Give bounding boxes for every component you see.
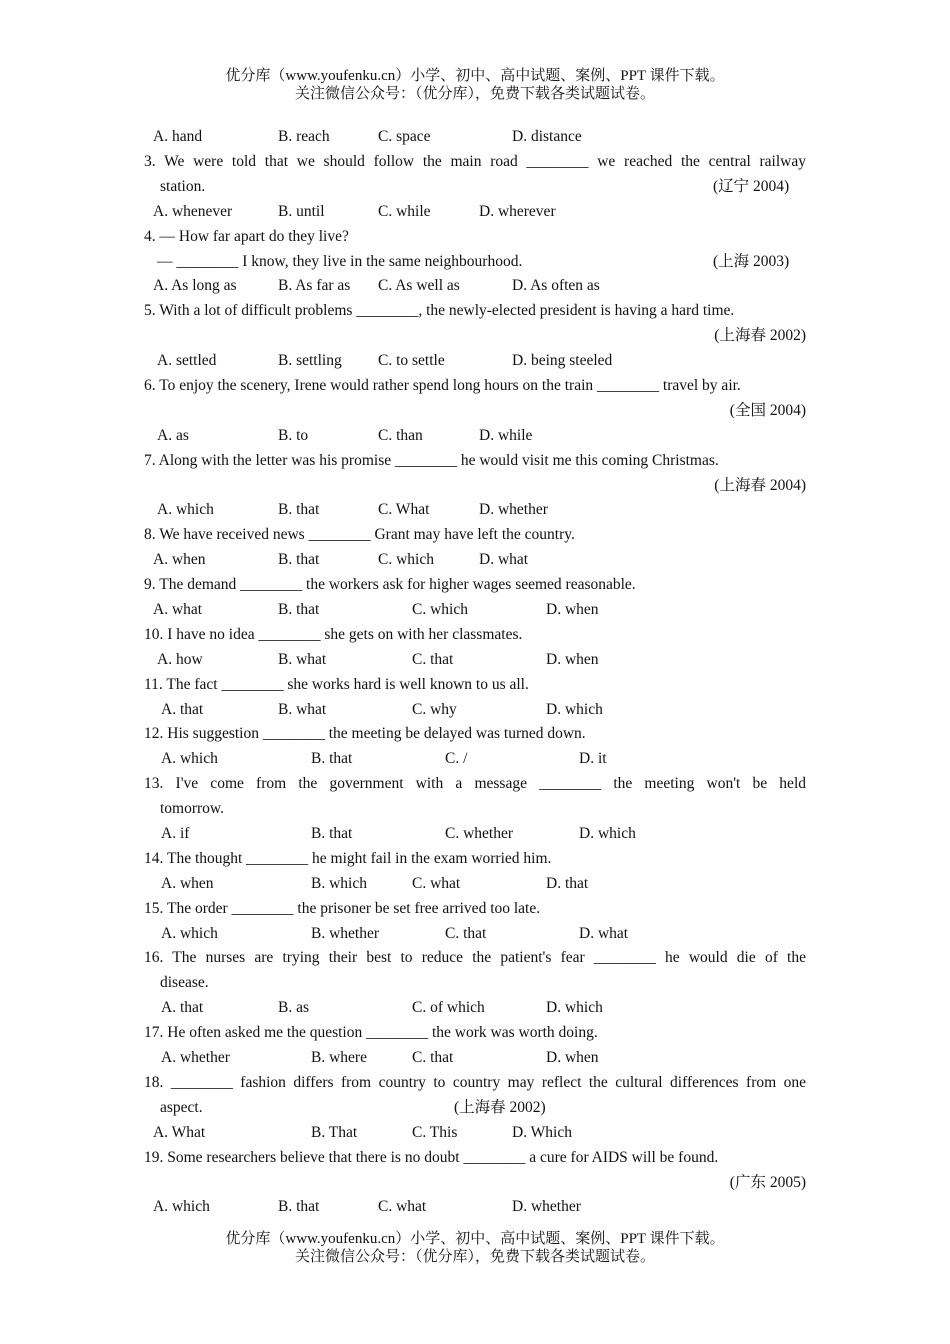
option-b: B. settling <box>278 352 342 369</box>
question-4-source: (上海 2003) <box>713 253 790 270</box>
question-7-source: (上海春 2004) <box>714 477 806 494</box>
question-12-text: 12. His suggestion ________ the meeting be delayed was turned down. <box>144 725 586 742</box>
option-d: D. being steeled <box>512 352 613 369</box>
option-a: A. As long as <box>153 277 237 294</box>
option-d: D. whether <box>512 1198 581 1215</box>
page-footer-line-2: 关注微信公众号：（优分库），免费下载各类试题试卷。 <box>294 1249 655 1265</box>
option-b: B. as <box>278 999 309 1016</box>
question-19-text: 19. Some researchers believe that there is no doubt ________ a cure for AIDS will be found. <box>144 1149 719 1166</box>
option-c: C. that <box>412 651 454 668</box>
question-14-text: 14. The thought ________ he might fail in the exam worried him. <box>144 850 552 867</box>
question-16-continuation: disease. <box>160 974 209 991</box>
option-b: B. what <box>278 651 327 668</box>
option-c: C. space <box>378 128 431 145</box>
page-header-line-1: 优分库（www.youfenku.cn）小学、初中、高中试题、案例、PPT 课件下载。 <box>225 68 725 84</box>
option-a: A. which <box>161 750 218 767</box>
option-b: B. that <box>278 501 320 518</box>
question-19-source: (广东 2005) <box>729 1174 806 1191</box>
question-9-text: 9. The demand ________ the workers ask for higher wages seemed reasonable. <box>144 576 636 593</box>
option-d: D. while <box>479 427 533 444</box>
page-footer-line-1: 优分库（www.youfenku.cn）小学、初中、高中试题、案例、PPT 课件下载。 <box>225 1231 725 1247</box>
question-3-text: 3. We were told that we should follow the main road ________ we reached the central railway <box>144 153 806 170</box>
option-b: B. that <box>278 601 320 618</box>
option-a: A. whenever <box>153 203 233 220</box>
question-6-text: 6. To enjoy the scenery, Irene would rather spend long hours on the train ________ travel by air. <box>144 377 741 394</box>
question-3-source: (辽宁 2004) <box>713 178 790 195</box>
option-b: B. that <box>278 1198 320 1215</box>
option-b: B. where <box>311 1049 367 1066</box>
option-c: C. which <box>378 551 434 568</box>
option-c: C. to settle <box>378 352 445 369</box>
option-b: B. that <box>278 551 320 568</box>
option-d: D. it <box>579 750 607 767</box>
option-c: C. that <box>412 1049 454 1066</box>
option-c: C. that <box>445 925 487 942</box>
question-11-text: 11. The fact ________ she works hard is well known to us all. <box>144 676 529 693</box>
option-a: A. when <box>161 875 214 892</box>
question-16-text: 16. The nurses are trying their best to reduce the patient's fear ________ he would die of the <box>144 949 806 966</box>
option-a: A. hand <box>153 128 203 145</box>
question-18-source: (上海春 2002) <box>454 1099 546 1116</box>
option-d: D. As often as <box>512 277 600 294</box>
option-a: A. settled <box>157 352 217 369</box>
option-b: B. reach <box>278 128 330 145</box>
option-a: A. that <box>161 701 204 718</box>
option-c: C. than <box>378 427 423 444</box>
option-d: D. distance <box>512 128 582 145</box>
question-18-text: 18. ________ fashion differs from country to country may reflect the cultural differences from one <box>144 1074 806 1091</box>
option-c: C. This <box>412 1124 458 1141</box>
question-8-text: 8. We have received news ________ Grant may have left the country. <box>144 526 575 543</box>
option-a: A. how <box>157 651 203 668</box>
option-b: B. As far as <box>278 277 351 294</box>
option-d: D. which <box>546 701 603 718</box>
option-d: D. which <box>579 825 636 842</box>
option-b: B. to <box>278 427 309 444</box>
question-4-text: 4. — How far apart do they live? <box>144 228 349 245</box>
option-c: C. What <box>378 501 430 518</box>
question-13-text: 13. I've come from the government with a message ________ the meeting won't be held <box>144 775 806 792</box>
question-5-source: (上海春 2002) <box>714 327 806 344</box>
option-d: D. when <box>546 1049 599 1066</box>
question-3-continuation: station. <box>160 178 206 195</box>
option-d: D. what <box>479 551 529 568</box>
question-10-text: 10. I have no idea ________ she gets on with her classmates. <box>144 626 523 643</box>
option-d: D. which <box>546 999 603 1016</box>
option-c: C. / <box>445 750 468 767</box>
question-7-text: 7. Along with the letter was his promise ________ he would visit me this coming Christmas. <box>144 452 719 469</box>
question-15-text: 15. The order ________ the prisoner be set free arrived too late. <box>144 900 541 917</box>
option-c: C. while <box>378 203 431 220</box>
option-b: B. that <box>311 750 353 767</box>
option-a: A. if <box>161 825 190 842</box>
question-13-continuation: tomorrow. <box>160 800 224 817</box>
option-d: D. wherever <box>479 203 556 220</box>
option-d: D. when <box>546 651 599 668</box>
option-d: D. when <box>546 601 599 618</box>
option-a: A. what <box>153 601 203 618</box>
option-c: C. what <box>378 1198 427 1215</box>
option-c: C. which <box>412 601 468 618</box>
option-b: B. until <box>278 203 325 220</box>
option-c: C. whether <box>445 825 514 842</box>
question-4-response: — ________ I know, they live in the same neighbourhood. <box>157 253 523 270</box>
option-a: A. as <box>157 427 189 444</box>
option-b: B. whether <box>311 925 380 942</box>
option-c: C. As well as <box>378 277 460 294</box>
option-a: A. which <box>157 501 214 518</box>
option-a: A. whether <box>161 1049 230 1066</box>
option-d: D. what <box>579 925 629 942</box>
option-a: A. that <box>161 999 204 1016</box>
option-d: D. whether <box>479 501 548 518</box>
option-c: C. why <box>412 701 457 718</box>
option-a: A. which <box>161 925 218 942</box>
question-17-text: 17. He often asked me the question ________ the work was worth doing. <box>144 1024 598 1041</box>
option-d: D. Which <box>512 1124 572 1141</box>
question-6-source: (全国 2004) <box>729 402 806 419</box>
option-c: C. of which <box>412 999 485 1016</box>
option-c: C. what <box>412 875 461 892</box>
option-d: D. that <box>546 875 589 892</box>
page-header-line-2: 关注微信公众号：（优分库），免费下载各类试题试卷。 <box>294 86 655 102</box>
question-18-continuation: aspect. <box>160 1099 203 1116</box>
option-b: B. that <box>311 825 353 842</box>
option-a: A. when <box>153 551 206 568</box>
option-b: B. That <box>311 1124 358 1141</box>
option-a: A. which <box>153 1198 210 1215</box>
option-b: B. what <box>278 701 327 718</box>
option-b: B. which <box>311 875 367 892</box>
question-5-text: 5. With a lot of difficult problems ________, the newly-elected president is having a hard time. <box>144 302 735 319</box>
option-a: A. What <box>153 1124 206 1141</box>
